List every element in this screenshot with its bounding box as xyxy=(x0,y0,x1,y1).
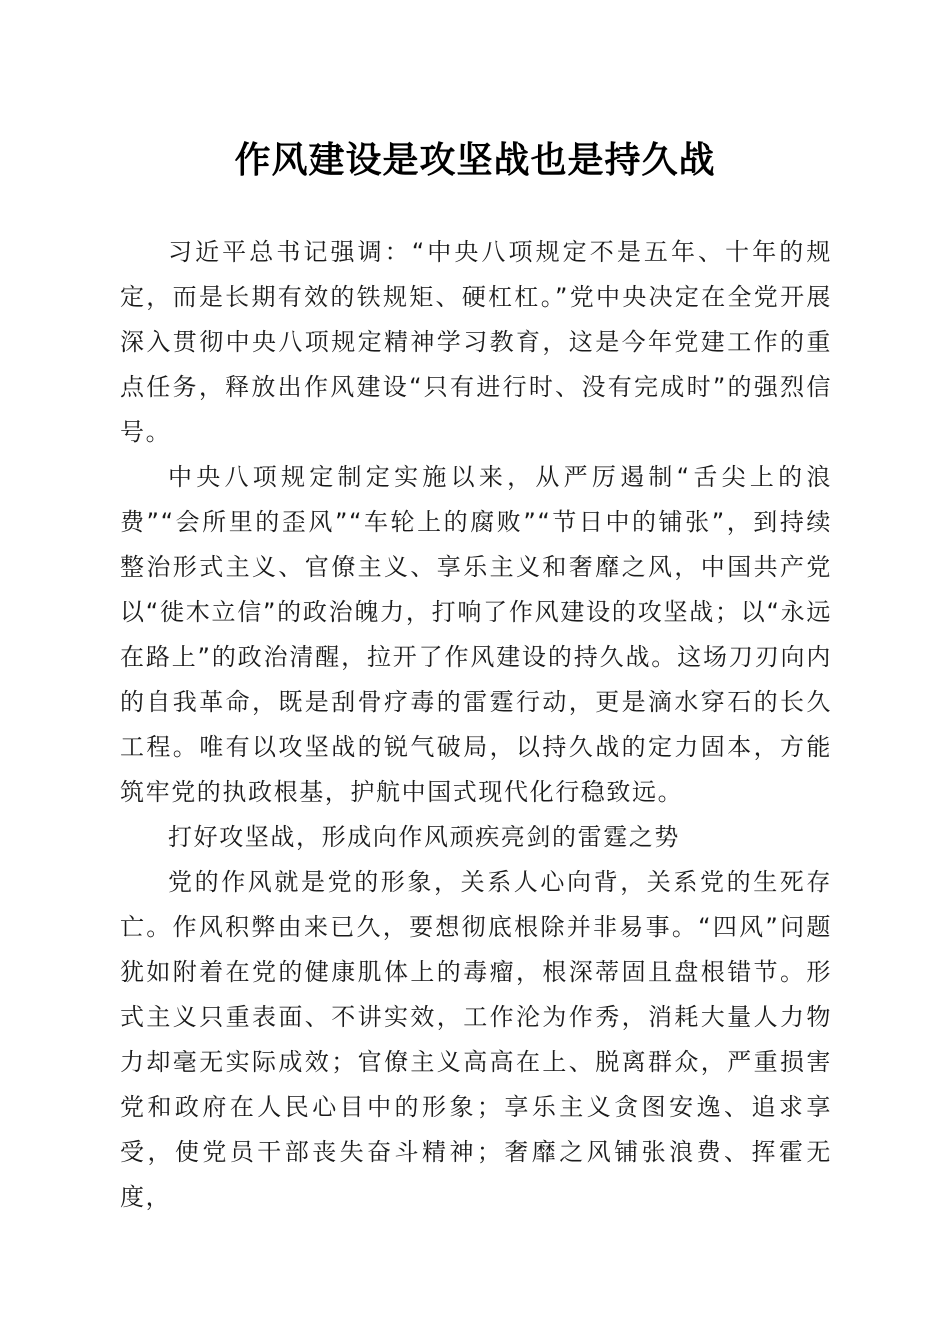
document-title: 作风建设是攻坚战也是持久战 xyxy=(234,139,716,181)
paragraph-intro: 习近平总书记强调：“中央八项规定不是五年、十年的规定，而是长期有效的铁规矩、硬杠杠。”党中央决定在全党开展深入贯彻中央八项规定精神学习教育，这是今年党建工作的重点任务，释放出作风建设“只有进行时、没有完成时”的强烈信号。 xyxy=(120,238,832,446)
paragraph-history: 中央八项规定制定实施以来，从严厉遏制“舌尖上的浪费”“会所里的歪风”“车轮上的腐败”“节日中的铺张”，到持续整治形式主义、官僚主义、享乐主义和奢靡之风，中国共产党以“徙木立信”的政治魄力，打响了作风建设的攻坚战；以“永远在路上”的政治清醒，拉开了作风建设的持久战。这场刀刃向内的自我革命，既是刮骨疗毒的雷霆行动，更是滴水穿石的长久工程。唯有以攻坚战的锐气破局，以持久战的定力固本，方能筑牢党的执政根基，护航中国式现代化行稳致远。 xyxy=(120,463,832,806)
paragraph-four-styles: 党的作风就是党的形象，关系人心向背，关系党的生死存亡。作风积弊由来已久，要想彻底根除并非易事。“四风”问题犹如附着在党的健康肌体上的毒瘤，根深蒂固且盘根错节。形式主义只重表面、不讲实效，工作沦为作秀，消耗大量人力物力却毫无实际成效；官僚主义高高在上、脱离群众，严重损害党和政府在人民心目中的形象；享乐主义贪图安逸、追求享受，使党员干部丧失奋斗精神；奢靡之风铺张浪费、挥霍无度， xyxy=(120,868,832,1211)
document-body xyxy=(120,230,832,1220)
section-heading: 打好攻坚战，形成向作风顽疾亮剑的雷霆之势 xyxy=(168,823,680,851)
